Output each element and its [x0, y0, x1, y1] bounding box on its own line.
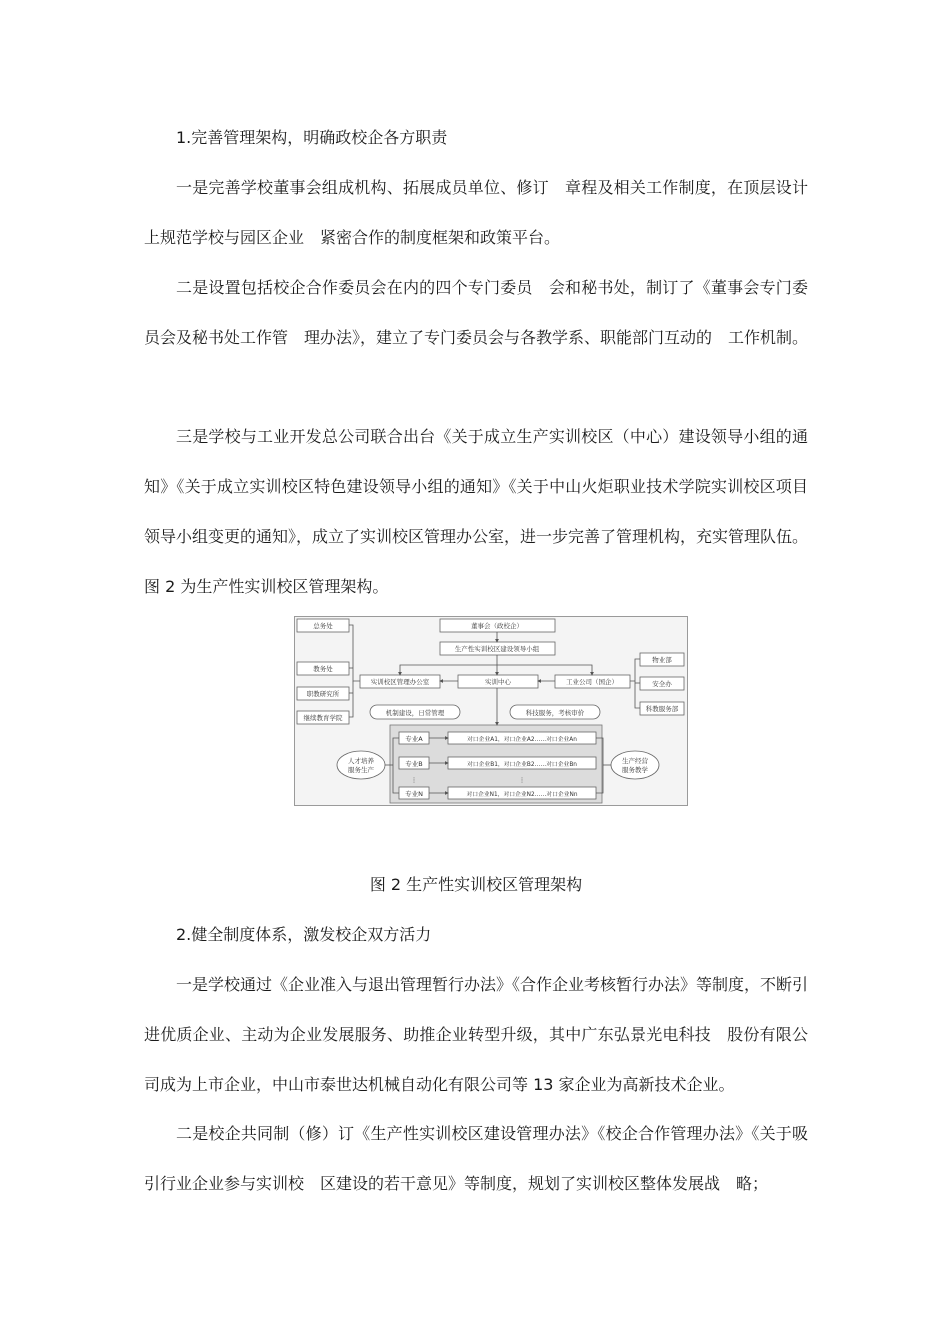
major-label: 专业A — [405, 735, 423, 743]
dept-label: 教务处 — [313, 665, 333, 673]
left-circle-label: 服务生产 — [348, 766, 374, 774]
paragraph-2: 二是设置包括校企合作委员会在内的四个专门委员 会和秘书处，制订了《董事会专门委员会及秘书处工作管 理办法》，建立了专门委员会与各教学系、职能部门互动的 工作机制。 — [144, 278, 809, 347]
right-circle-label: 服务教学 — [622, 766, 648, 774]
oval-right-label: 科技服务，考核审价 — [525, 709, 585, 717]
right-circle-label: 生产经营 — [622, 757, 648, 765]
oval-left-label: 机制建设，日常管理 — [385, 709, 445, 717]
company-label: 工业公司（国企） — [566, 678, 618, 686]
major-label: 专业B — [405, 760, 423, 768]
dept-label: 继续教育学院 — [303, 714, 343, 722]
leading-group-label: 生产性实训校区建设领导小组 — [454, 645, 540, 653]
paragraph-4: 一是学校通过《企业准入与退出管理暂行办法》《合作企业考核暂行办法》等制度，不断引进优质企业、主动为企业发展服务、助推企业转型升级，其中广东弘景光电科技 股份有限公司成为上市企业，中山市泰世达机械自动化有限公司等 13 家企业为高新技术企业。 — [144, 975, 809, 1094]
management-structure-diagram — [294, 616, 688, 806]
enterprise-label: 对口企业B1，对口企业B2……对口企业Bn — [467, 762, 577, 768]
office-label: 实训校区管理办公室 — [370, 678, 430, 686]
section-heading-1: 1.完善管理架构，明确政校企各方职责 — [176, 128, 448, 147]
enterprise-label: 对口企业A1，对口企业A2……对口企业An — [467, 737, 577, 743]
paragraph-5: 二是校企共同制（修）订《生产性实训校区建设管理办法》《校企合作管理办法》《关于吸引行业企业参与实训校 区建设的若干意见》等制度，规划了实训校区整体发展战 略； — [144, 1124, 808, 1193]
paragraph-3: 三是学校与工业开发总公司联合出台《关于成立生产实训校区（中心）建设领导小组的通知》《关于成立实训校区特色建设领导小组的通知》《关于中山火炬职业技术学院实训校区项目领导小组变更的通知》，成立了实训校区管理办公室，进一步完善了管理机构，充实管理队伍。图 2 为生产性实训校区管理架构。 — [144, 427, 809, 596]
section-heading-2: 2.健全制度体系，激发校企双方活力 — [176, 925, 432, 944]
ellipsis-mark: ⋮ — [410, 776, 418, 784]
board-label: 董事会（政校企） — [471, 622, 523, 630]
major-label: 专业N — [405, 790, 423, 798]
dept-label: 安全办 — [652, 680, 672, 688]
ellipsis-mark: ⋮ — [518, 776, 526, 784]
paragraph-1: 一是完善学校董事会组成机构、拓展成员单位、修订 章程及相关工作制度，在顶层设计上规范学校与园区企业 紧密合作的制度框架和政策平台。 — [144, 178, 808, 247]
dept-label: 职教研究所 — [306, 690, 340, 698]
enterprise-label: 对口企业N1，对口企业N2……对口企业Nn — [466, 792, 578, 798]
dept-label: 总务处 — [313, 622, 333, 630]
dept-label: 科教服务部 — [645, 705, 679, 713]
dept-label: 物业部 — [652, 656, 672, 664]
center-label: 实训中心 — [485, 678, 511, 686]
left-circle-label: 人才培养 — [348, 757, 374, 765]
figure-caption: 图 2 生产性实训校区管理架构 — [369, 875, 583, 894]
